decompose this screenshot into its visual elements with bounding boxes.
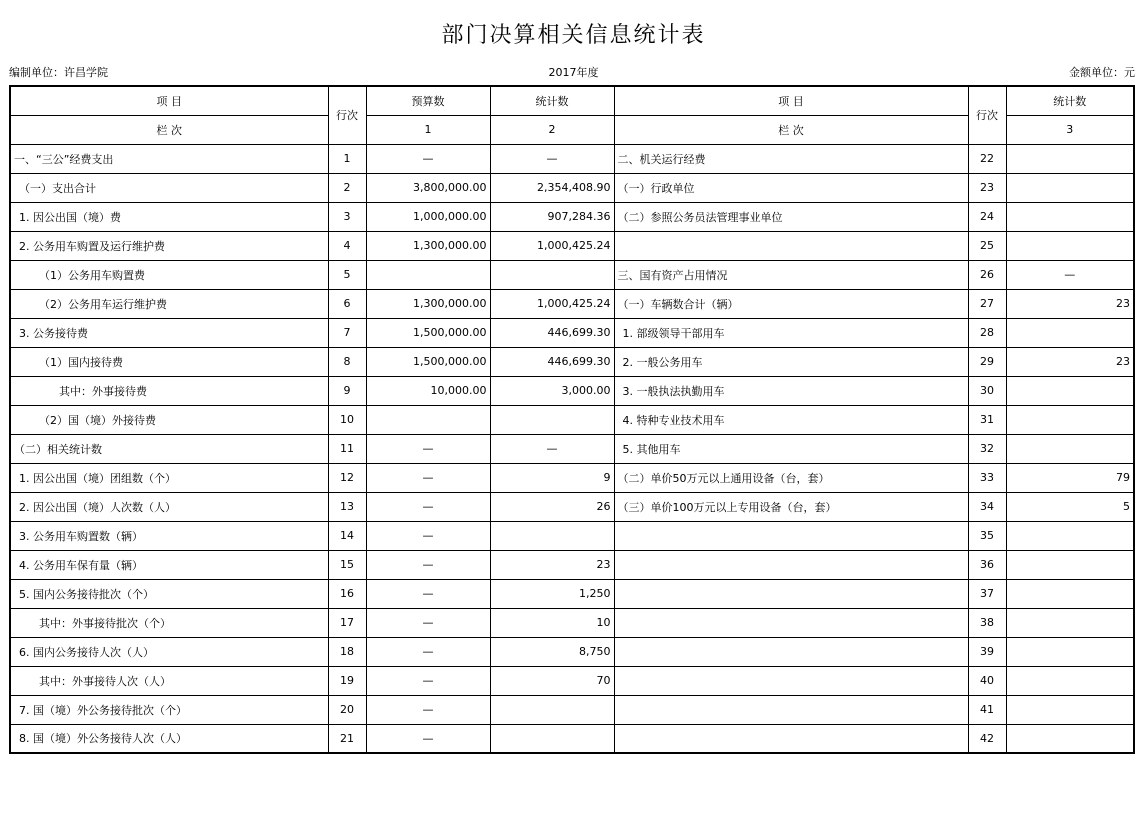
right-stat-cell: 79 bbox=[1006, 463, 1134, 492]
right-stat-cell bbox=[1006, 144, 1134, 173]
right-row-no-cell: 37 bbox=[968, 579, 1006, 608]
right-item-cell: （一）车辆数合计（辆） bbox=[614, 289, 968, 318]
left-row-no-cell: 17 bbox=[328, 608, 366, 637]
right-item-cell bbox=[614, 724, 968, 753]
budget-cell: 1,500,000.00 bbox=[366, 318, 490, 347]
right-item-cell bbox=[614, 666, 968, 695]
left-item-cell: （1）国内接待费 bbox=[10, 347, 328, 376]
statistics-table bbox=[9, 85, 1135, 754]
table-row bbox=[10, 173, 1134, 202]
header-row-no: 行次 bbox=[328, 86, 366, 144]
table-row bbox=[10, 550, 1134, 579]
right-item-cell: （一）行政单位 bbox=[614, 173, 968, 202]
right-stat-cell bbox=[1006, 666, 1134, 695]
table-row bbox=[10, 376, 1134, 405]
budget-cell: — bbox=[366, 463, 490, 492]
table-row bbox=[10, 492, 1134, 521]
stat-cell: 26 bbox=[490, 492, 614, 521]
right-stat-cell bbox=[1006, 318, 1134, 347]
left-item-cell: 7. 国（境）外公务接待批次（个） bbox=[10, 695, 328, 724]
header-stat: 统计数 bbox=[490, 86, 614, 115]
left-row-no-cell: 3 bbox=[328, 202, 366, 231]
stat-cell: 1,000,425.24 bbox=[490, 231, 614, 260]
left-item-cell: 其中：外事接待批次（个） bbox=[10, 608, 328, 637]
right-row-no-cell: 39 bbox=[968, 637, 1006, 666]
budget-cell: — bbox=[366, 666, 490, 695]
right-stat-cell bbox=[1006, 405, 1134, 434]
currency-unit: 金额单位：元 bbox=[1069, 66, 1135, 79]
right-item-cell: （三）单价100万元以上专用设备（台，套） bbox=[614, 492, 968, 521]
left-item-cell: （2）国（境）外接待费 bbox=[10, 405, 328, 434]
stat-cell: 1,250 bbox=[490, 579, 614, 608]
table-row bbox=[10, 202, 1134, 231]
budget-cell: 3,800,000.00 bbox=[366, 173, 490, 202]
right-item-cell: （二）单价50万元以上通用设备（台，套） bbox=[614, 463, 968, 492]
right-row-no-cell: 31 bbox=[968, 405, 1006, 434]
header-row-1 bbox=[10, 86, 1134, 115]
right-stat-cell bbox=[1006, 724, 1134, 753]
right-stat-cell: 23 bbox=[1006, 289, 1134, 318]
left-item-cell: 2. 公务用车购置及运行维护费 bbox=[10, 231, 328, 260]
left-row-no-cell: 16 bbox=[328, 579, 366, 608]
right-stat-cell bbox=[1006, 202, 1134, 231]
stat-cell: 10 bbox=[490, 608, 614, 637]
fiscal-year: 2017年度 bbox=[548, 66, 599, 79]
right-row-no-cell: 36 bbox=[968, 550, 1006, 579]
budget-cell: 1,500,000.00 bbox=[366, 347, 490, 376]
budget-cell: — bbox=[366, 492, 490, 521]
left-item-cell: 4. 公务用车保有量（辆） bbox=[10, 550, 328, 579]
table-row bbox=[10, 724, 1134, 753]
left-item-cell: 1. 因公出国（境）费 bbox=[10, 202, 328, 231]
right-item-cell bbox=[614, 579, 968, 608]
stat-cell bbox=[490, 695, 614, 724]
right-item-cell bbox=[614, 521, 968, 550]
left-row-no-cell: 18 bbox=[328, 637, 366, 666]
left-item-cell: 其中：外事接待费 bbox=[10, 376, 328, 405]
left-row-no-cell: 13 bbox=[328, 492, 366, 521]
table-row bbox=[10, 318, 1134, 347]
left-item-cell: 1. 因公出国（境）团组数（个） bbox=[10, 463, 328, 492]
right-row-no-cell: 33 bbox=[968, 463, 1006, 492]
budget-cell: — bbox=[366, 144, 490, 173]
stat-cell bbox=[490, 724, 614, 753]
table-row bbox=[10, 695, 1134, 724]
header-item: 项 目 bbox=[10, 86, 328, 115]
right-stat-cell bbox=[1006, 173, 1134, 202]
left-row-no-cell: 14 bbox=[328, 521, 366, 550]
right-item-cell: 三、国有资产占用情况 bbox=[614, 260, 968, 289]
stat-cell: 2,354,408.90 bbox=[490, 173, 614, 202]
right-row-no-cell: 24 bbox=[968, 202, 1006, 231]
right-stat-cell: — bbox=[1006, 260, 1134, 289]
left-item-cell: （二）相关统计数 bbox=[10, 434, 328, 463]
left-row-no-cell: 20 bbox=[328, 695, 366, 724]
budget-cell: 1,000,000.00 bbox=[366, 202, 490, 231]
budget-cell: 1,300,000.00 bbox=[366, 289, 490, 318]
budget-cell: — bbox=[366, 550, 490, 579]
stat-cell: 23 bbox=[490, 550, 614, 579]
right-row-no-cell: 27 bbox=[968, 289, 1006, 318]
stat-cell bbox=[490, 260, 614, 289]
stat-cell: 8,750 bbox=[490, 637, 614, 666]
right-row-no-cell: 30 bbox=[968, 376, 1006, 405]
left-item-cell: （一）支出合计 bbox=[10, 173, 328, 202]
left-row-no-cell: 4 bbox=[328, 231, 366, 260]
right-item-cell: （二）参照公务员法管理事业单位 bbox=[614, 202, 968, 231]
left-row-no-cell: 19 bbox=[328, 666, 366, 695]
stat-cell: 446,699.30 bbox=[490, 318, 614, 347]
right-stat-cell: 5 bbox=[1006, 492, 1134, 521]
header-col-3: 3 bbox=[1006, 115, 1134, 144]
right-stat-cell bbox=[1006, 550, 1134, 579]
table-row bbox=[10, 666, 1134, 695]
right-item-cell bbox=[614, 608, 968, 637]
left-row-no-cell: 7 bbox=[328, 318, 366, 347]
left-row-no-cell: 1 bbox=[328, 144, 366, 173]
header-col-label: 栏 次 bbox=[10, 115, 328, 144]
table-row bbox=[10, 579, 1134, 608]
budget-cell: — bbox=[366, 695, 490, 724]
stat-cell bbox=[490, 405, 614, 434]
table-row bbox=[10, 434, 1134, 463]
header-stat-right: 统计数 bbox=[1006, 86, 1134, 115]
header-col-1: 1 bbox=[366, 115, 490, 144]
header-row-2 bbox=[10, 115, 1134, 144]
right-item-cell: 2. 一般公务用车 bbox=[614, 347, 968, 376]
budget-cell: 10,000.00 bbox=[366, 376, 490, 405]
budget-cell bbox=[366, 260, 490, 289]
right-stat-cell bbox=[1006, 637, 1134, 666]
left-row-no-cell: 8 bbox=[328, 347, 366, 376]
left-item-cell: 2. 因公出国（境）人次数（人） bbox=[10, 492, 328, 521]
right-item-cell bbox=[614, 637, 968, 666]
header-col-2: 2 bbox=[490, 115, 614, 144]
table-row bbox=[10, 608, 1134, 637]
stat-cell: — bbox=[490, 144, 614, 173]
left-item-cell: （1）公务用车购置费 bbox=[10, 260, 328, 289]
right-row-no-cell: 42 bbox=[968, 724, 1006, 753]
right-stat-cell bbox=[1006, 695, 1134, 724]
left-item-cell: 8. 国（境）外公务接待人次（人） bbox=[10, 724, 328, 753]
right-row-no-cell: 40 bbox=[968, 666, 1006, 695]
table-row bbox=[10, 637, 1134, 666]
header-item-right: 项 目 bbox=[614, 86, 968, 115]
right-row-no-cell: 23 bbox=[968, 173, 1006, 202]
right-item-cell: 二、机关运行经费 bbox=[614, 144, 968, 173]
header-col-label-right: 栏 次 bbox=[614, 115, 968, 144]
stat-cell: 3,000.00 bbox=[490, 376, 614, 405]
right-row-no-cell: 26 bbox=[968, 260, 1006, 289]
table-row bbox=[10, 289, 1134, 318]
left-item-cell: 5. 国内公务接待批次（个） bbox=[10, 579, 328, 608]
left-row-no-cell: 21 bbox=[328, 724, 366, 753]
budget-cell: — bbox=[366, 521, 490, 550]
right-item-cell: 4. 特种专业技术用车 bbox=[614, 405, 968, 434]
right-stat-cell bbox=[1006, 231, 1134, 260]
right-stat-cell bbox=[1006, 434, 1134, 463]
left-item-cell: （2）公务用车运行维护费 bbox=[10, 289, 328, 318]
table-row bbox=[10, 405, 1134, 434]
header-budget: 预算数 bbox=[366, 86, 490, 115]
table-row bbox=[10, 463, 1134, 492]
stat-cell: 70 bbox=[490, 666, 614, 695]
left-row-no-cell: 11 bbox=[328, 434, 366, 463]
right-row-no-cell: 34 bbox=[968, 492, 1006, 521]
budget-cell: 1,300,000.00 bbox=[366, 231, 490, 260]
right-item-cell bbox=[614, 550, 968, 579]
table-row bbox=[10, 231, 1134, 260]
header-row-no-right: 行次 bbox=[968, 86, 1006, 144]
left-row-no-cell: 10 bbox=[328, 405, 366, 434]
right-stat-cell bbox=[1006, 521, 1134, 550]
left-row-no-cell: 12 bbox=[328, 463, 366, 492]
left-row-no-cell: 2 bbox=[328, 173, 366, 202]
right-stat-cell bbox=[1006, 376, 1134, 405]
budget-cell: — bbox=[366, 579, 490, 608]
budget-cell: — bbox=[366, 608, 490, 637]
right-row-no-cell: 38 bbox=[968, 608, 1006, 637]
left-row-no-cell: 6 bbox=[328, 289, 366, 318]
right-stat-cell bbox=[1006, 579, 1134, 608]
right-row-no-cell: 29 bbox=[968, 347, 1006, 376]
stat-cell: 1,000,425.24 bbox=[490, 289, 614, 318]
right-item-cell bbox=[614, 231, 968, 260]
left-row-no-cell: 15 bbox=[328, 550, 366, 579]
left-row-no-cell: 9 bbox=[328, 376, 366, 405]
stat-cell: 446,699.30 bbox=[490, 347, 614, 376]
table-row bbox=[10, 260, 1134, 289]
table-row bbox=[10, 347, 1134, 376]
right-row-no-cell: 25 bbox=[968, 231, 1006, 260]
right-row-no-cell: 41 bbox=[968, 695, 1006, 724]
stat-cell: — bbox=[490, 434, 614, 463]
left-item-cell: 其中：外事接待人次（人） bbox=[10, 666, 328, 695]
right-row-no-cell: 22 bbox=[968, 144, 1006, 173]
right-row-no-cell: 32 bbox=[968, 434, 1006, 463]
right-item-cell bbox=[614, 695, 968, 724]
right-stat-cell: 23 bbox=[1006, 347, 1134, 376]
page-title: 部门决算相关信息统计表 bbox=[441, 23, 706, 48]
left-item-cell: 3. 公务接待费 bbox=[10, 318, 328, 347]
left-item-cell: 6. 国内公务接待人次（人） bbox=[10, 637, 328, 666]
right-row-no-cell: 28 bbox=[968, 318, 1006, 347]
left-item-cell: 3. 公务用车购置数（辆） bbox=[10, 521, 328, 550]
budget-cell: — bbox=[366, 434, 490, 463]
budget-cell bbox=[366, 405, 490, 434]
stat-cell: 9 bbox=[490, 463, 614, 492]
left-item-cell: 一、“三公”经费支出 bbox=[10, 144, 328, 173]
compiling-unit: 编制单位：许昌学院 bbox=[9, 66, 108, 79]
right-item-cell: 3. 一般执法执勤用车 bbox=[614, 376, 968, 405]
right-item-cell: 1. 部级领导干部用车 bbox=[614, 318, 968, 347]
right-stat-cell bbox=[1006, 608, 1134, 637]
stat-cell: 907,284.36 bbox=[490, 202, 614, 231]
budget-cell: — bbox=[366, 637, 490, 666]
table-row bbox=[10, 521, 1134, 550]
right-item-cell: 5. 其他用车 bbox=[614, 434, 968, 463]
table-row bbox=[10, 144, 1134, 173]
stat-cell bbox=[490, 521, 614, 550]
budget-cell: — bbox=[366, 724, 490, 753]
right-row-no-cell: 35 bbox=[968, 521, 1006, 550]
left-row-no-cell: 5 bbox=[328, 260, 366, 289]
